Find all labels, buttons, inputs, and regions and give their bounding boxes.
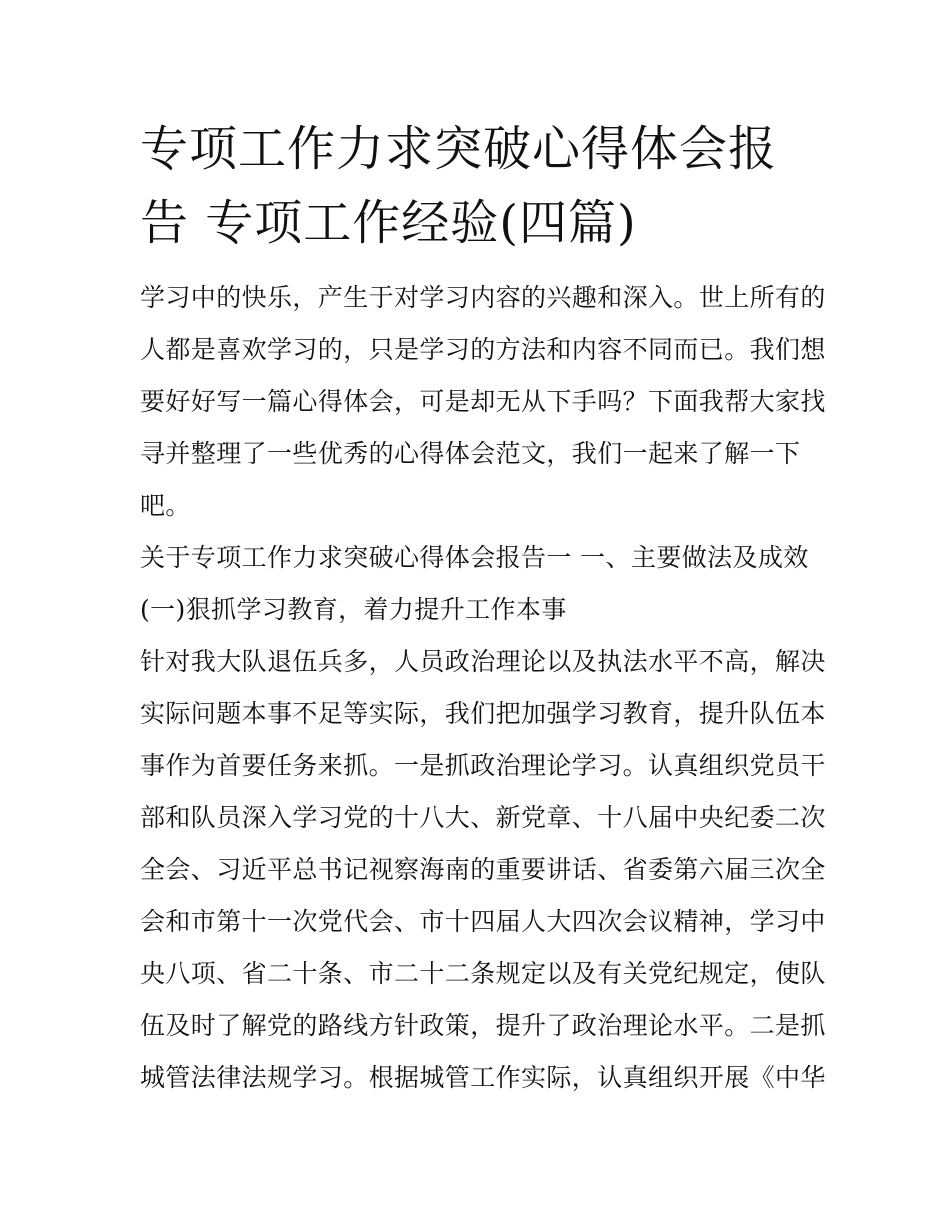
subsection-heading-line: (一)狠抓学习教育，着力提升工作本事 bbox=[140, 595, 567, 624]
title-line: 专项工作力求突破心得体会报 bbox=[140, 121, 778, 177]
document-page bbox=[140, 112, 826, 1104]
body-line: 学习中的快乐，产生于对学习内容的兴趣和深入。世上所有的 bbox=[140, 283, 826, 312]
body-line: 针对我大队退伍兵多，人员政治理论以及执法水平不高，解决 bbox=[140, 647, 826, 676]
document-title bbox=[140, 112, 820, 260]
body-line: 会和市第十一次党代会、市十四届人大四次会议精神，学习中 bbox=[140, 907, 826, 936]
body-line: 全会、习近平总书记视察海南的重要讲话、省委第六届三次全 bbox=[140, 855, 826, 884]
body-line: 部和队员深入学习党的十八大、新党章、十八届中央纪委二次 bbox=[140, 803, 826, 832]
body-line: 央八项、省二十条、市二十二条规定以及有关党纪规定，使队 bbox=[140, 959, 826, 988]
body-line: 实际问题本事不足等实际，我们把加强学习教育，提升队伍本 bbox=[140, 699, 826, 728]
body-line: 人都是喜欢学习的，只是学习的方法和内容不同而已。我们想 bbox=[140, 335, 826, 364]
document-body bbox=[140, 272, 826, 1104]
body-line: 要好好写一篇心得体会，可是却无从下手吗？下面我帮大家找 bbox=[140, 387, 826, 416]
body-line: 吧。 bbox=[140, 491, 191, 520]
title-line: 告 专项工作经验(四篇) bbox=[140, 195, 637, 251]
body-line: 事作为首要任务来抓。一是抓政治理论学习。认真组织党员干 bbox=[140, 751, 826, 780]
section-heading-line: 关于专项工作力求突破心得体会报告一 一、主要做法及成效 bbox=[140, 543, 809, 572]
body-line: 伍及时了解党的路线方针政策，提升了政治理论水平。二是抓 bbox=[140, 1011, 826, 1040]
body-line: 寻并整理了一些优秀的心得体会范文，我们一起来了解一下 bbox=[140, 439, 801, 468]
body-line: 城管法律法规学习。根据城管工作实际，认真组织开展《中华 bbox=[140, 1063, 826, 1092]
